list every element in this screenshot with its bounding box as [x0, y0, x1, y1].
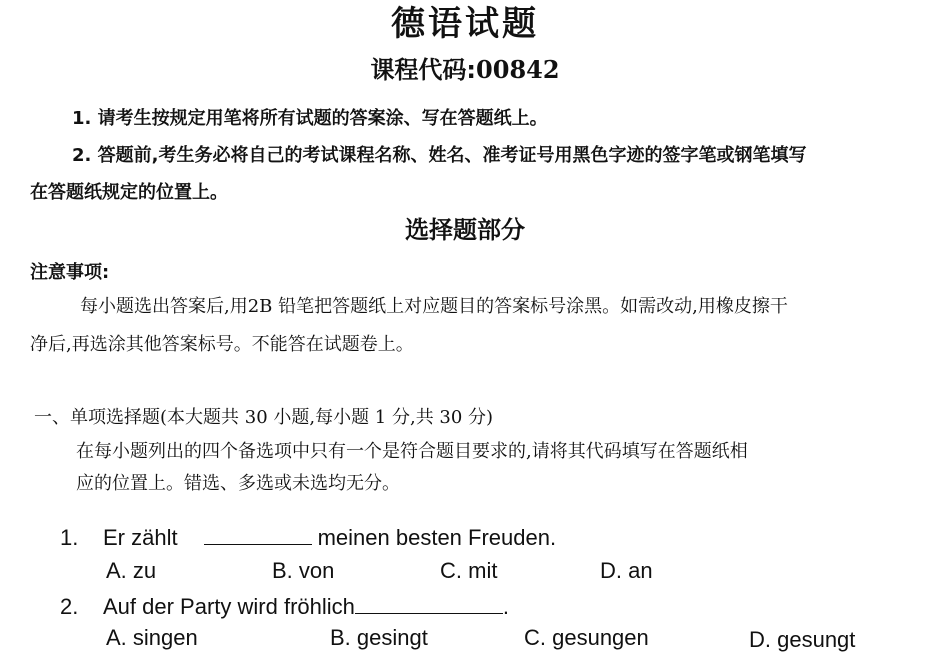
instruction-2-line-1: 2. 答题前,考生务必将自己的考试课程名称、姓名、准考证号用黑色字迹的签字笔或钢笔填写 [72, 145, 807, 166]
question-2-number: 2. [60, 594, 79, 619]
question-1-option-a: A. zu [106, 558, 157, 583]
course-code-label: 课程代码: [370, 56, 477, 84]
question-2-option-d: D. gesungt [749, 627, 856, 652]
question-1-text [103, 525, 556, 551]
part-heading: 一、单项选择题(本大题共 30 小题,每小题 1 分,共 30 分) [34, 407, 494, 428]
page-title: 德语试题 [391, 4, 539, 44]
question-1-number: 1. [60, 525, 79, 550]
part-description-1: 在每小题列出的四个备选项中只有一个是符合题目要求的,请将其代码填写在答题纸相 [76, 441, 748, 462]
course-code-number: 00842 [476, 55, 560, 84]
question-2-text [103, 594, 509, 620]
instruction-1: 1. 请考生按规定用笔将所有试题的答案涂、写在答题纸上。 [72, 108, 548, 129]
question-1-option-c: C. mit [440, 558, 498, 583]
course-code [0, 50, 930, 85]
question-2-option-c: C. gesungen [524, 625, 649, 650]
notice-line-1: 每小题选出答案后,用2B 铅笔把答题纸上对应题目的答案标号涂黑。如需改动,用橡皮擦干 [80, 296, 788, 317]
instruction-2-line-2: 在答题纸规定的位置上。 [30, 182, 228, 203]
answer-blank [204, 526, 312, 545]
notice-label: 注意事项: [30, 262, 110, 283]
question-1-option-d: D. an [600, 558, 653, 583]
question-2-text-after: . [502, 594, 509, 619]
question-1-option-b: B. von [272, 558, 335, 583]
notice-line-2: 净后,再选涂其他答案标号。不能答在试题卷上。 [30, 334, 414, 355]
part-description-2: 应的位置上。错选、多选或未选均无分。 [76, 473, 400, 494]
answer-blank [355, 595, 503, 614]
question-2-option-b: B. gesingt [330, 625, 428, 650]
section-title: 选择题部分 [405, 216, 525, 244]
question-2-option-a: A. singen [106, 625, 198, 650]
question-1-text-before: Er zählt [103, 525, 178, 550]
question-2-text-before: Auf der Party wird fröhlich [103, 594, 355, 619]
question-1-text-after: meinen besten Freuden. [317, 525, 557, 550]
